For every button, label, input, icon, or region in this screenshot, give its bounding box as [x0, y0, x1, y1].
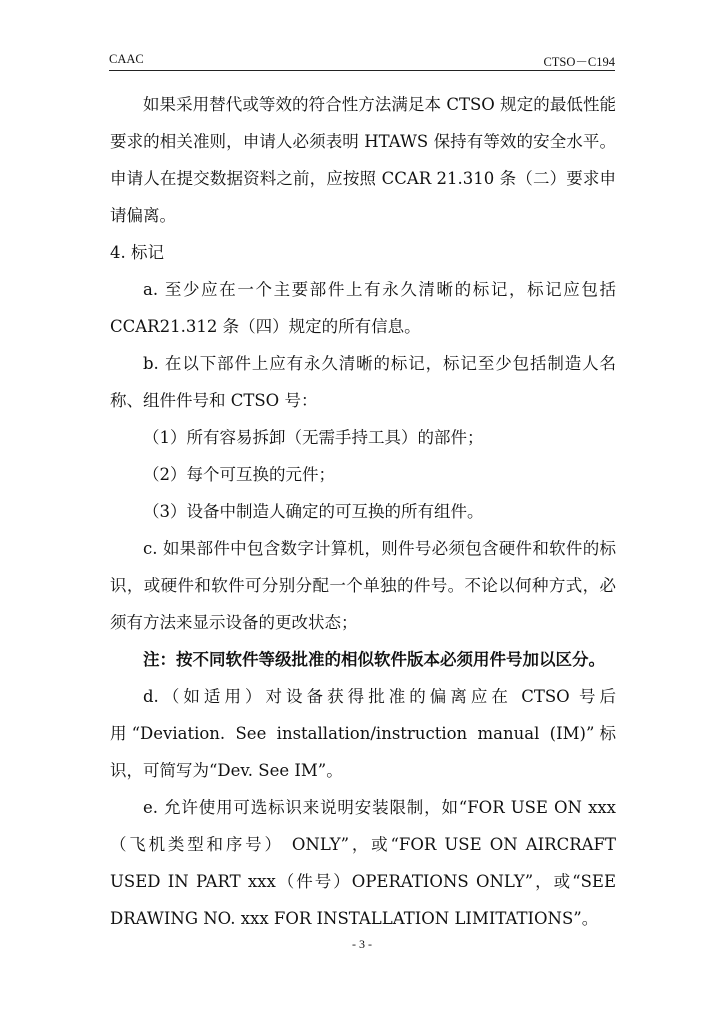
list-item-b2: （2）每个可互换的元件；	[143, 465, 335, 484]
paragraph-c: c. 如果部件中包含数字计算机，则件号必须包含硬件和软件的标识，或硬件和软件可分别分配一个单独的件号。不论以何种方式，必须有方法来显示设备的更改状态；	[110, 539, 616, 632]
paragraph-a: a. 至少应在一个主要部件上有永久清晰的标记，标记应包括CCAR21.312 条（四）规定的所有信息。	[110, 280, 616, 336]
header-doc-number: CTSO－C194	[543, 55, 615, 69]
section-heading-marking: 4. 标记	[110, 243, 164, 262]
header-divider	[109, 70, 615, 71]
document-body	[110, 86, 616, 937]
list-item-b3: （3）设备中制造人确定的可互换的所有组件。	[143, 502, 484, 521]
paragraph-e: e. 允许使用可选标识来说明安装限制，如“FOR USE ON xxx（飞机类型和序号） ONLY”，或“FOR USE ON AIRCRAFT USED IN PART xxx（件号）OPERATIONS ONLY”，或“SEE DRAWING NO. xxx FOR INSTALLATION LIMITATIONS”。	[110, 798, 616, 928]
paragraph-equivalent-compliance: 如果采用替代或等效的符合性方法满足本 CTSO 规定的最低性能要求的相关准则，申请人必须表明 HTAWS 保持有等效的安全水平。申请人在提交数据资料之前，应按照 CCAR 21.310 条（二）要求申请偏离。	[110, 95, 616, 225]
page-number: - 3 -	[352, 937, 372, 951]
page-header	[109, 52, 615, 68]
paragraph-b: b. 在以下部件上应有永久清晰的标记，标记至少包括制造人名称、组件件号和 CTSO 号：	[110, 354, 616, 410]
paragraph-d: d.（如适用）对设备获得批准的偏离应在 CTSO 号后用“Deviation. See installation/instruction manual (IM)”标识，可简写为“Dev. See IM”。	[110, 687, 616, 780]
list-item-b1: （1）所有容易拆卸（无需手持工具）的部件；	[143, 428, 484, 447]
note-software-levels: 注：按不同软件等级批准的相似软件版本必须用件号加以区分。	[143, 650, 605, 669]
header-org: CAAC	[109, 52, 144, 66]
